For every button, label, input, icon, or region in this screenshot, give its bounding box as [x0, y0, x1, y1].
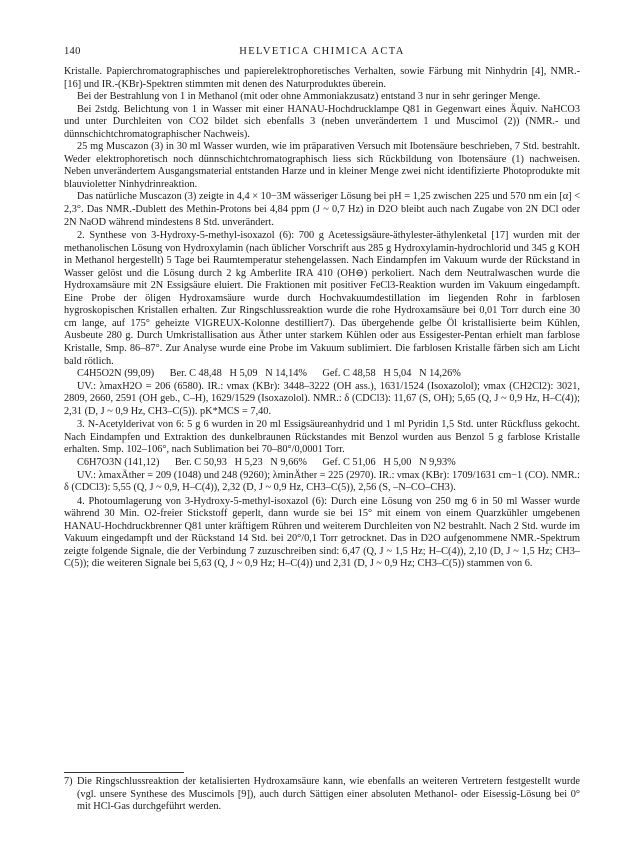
elemental-analysis: C4H5O2N (99,09) Ber. C 48,48 H 5,09 N 14,14% Gef. C 48,58 H 5,04 N 14,26%: [77, 368, 461, 380]
paragraph: Das natürliche Muscazon (3) zeigte in 4,4 × 10−3M wässeriger Lösung bei pH = 1,25 zwischen 225 und 570 nm ein [α] < 2,3°. Das NMR.-Dublett des Methin-Protons bei 4,84 ppm (J ~ 0,7 Hz) in D2O bleibt auch nach Zugabe von 2N DCl oder 2N NaOD während mindestens 8 Std. unverändert.: [64, 191, 580, 228]
footnote: [64, 776, 580, 814]
paragraph: Bei der Bestrahlung von 1 in Methanol (mit oder ohne Ammoniakzusatz) entstand 3 nur in sehr geringer Menge.: [77, 91, 541, 103]
page-header: [64, 46, 580, 60]
footnote-rule: [64, 772, 184, 773]
page-number: 140: [64, 46, 81, 57]
paragraph: Kristalle. Papierchromatographisches und papierelektrophoretisches Verhalten, sowie Färbung mit Ninhydrin [4], NMR.- [16] und IR.-(KBr)-Spektren stimmten mit denen des Naturproduktes überein.: [64, 66, 580, 90]
journal-title: HELVETICA CHIMICA ACTA: [239, 46, 405, 57]
section-acetylderivat: 3. N-Acetylderivat von 6: 5 g 6 wurden in 20 ml Essigsäureanhydrid und 1 ml Pyridin 1,5 Std. unter Rückfluss gekocht. Nach Eindampfen und Extraktion des dunkelbraunen Rückstandes mit Benzol wurden aus Benzol 5 g farblose Kristalle erhalten. Smp. 102–106°, nach Sublimation bei 70–80°/0,0001 Torr.: [64, 419, 580, 456]
section-photoumlagerung: 4. Photoumlagerung von 3-Hydroxy-5-methyl-isoxazol (6): Durch eine Lösung von 250 mg 6 in 50 ml Wasser wurde während 30 Min. O2-freier Stickstoff geperlt, dann wurde sie bei 15° mit einem von einem Quarzkühler umgebenen HANAU-Hochdruckbrenner Q81 unter kräftigem Rühren und weiterem Durchleiten von N2 bestrahlt. Nach 2 Std. wurde im Vakuum eingedampft und der Rückstand 14 Std. bei 20°/0,1 Torr getrocknet. Das in D2O aufgenommene NMR.-Spektrum zeigte folgende Signale, die der Verbindung 7 zuzuschreiben sind: 6,47 (Q, J ~ 1,5 Hz; H–C(4)), 2,10 (D, J ~ 1,5 Hz; CH3–C(5)); die weiteren Signale bei 5,63 (Q, J ~ 0,9 Hz; H–C(4)) und 2,31 (D, J ~ 0,9 Hz; CH3–C(5)) stammen von 6.: [64, 495, 580, 570]
spectral-data: UV.: λmaxH2O = 206 (6580). IR.: νmax (KBr): 3448–3222 (OH ass.), 1631/1524 (Isoxazolol); νmax (CH2Cl2): 3021, 2809, 2660, 2591 (OH geb., C–H), 1629/1529 (Isoxazolol). NMR.: δ (CDCl3): 11,67 (S, OH); 5,65 (Q, J ~ 0,9 Hz, H–C(4)); 2,31 (D, J ~ 0,9 Hz, CH3–C(5)). pK*MCS = 7,40.: [64, 380, 580, 417]
paragraph: Bei 2stdg. Belichtung von 1 in Wasser mit einer HANAU-Hochdrucklampe Q81 in Gegenwart eines Äquiv. NaHCO3 und unter Durchleiten von CO2 bildet sich ebenfalls 3 (neben unverändertem 1 und Muscimol (2)) (NMR.- und dünnschichtchromatographischer Nachweis).: [64, 103, 580, 140]
body-text: [64, 66, 580, 571]
elemental-analysis: C6H7O3N (141,12) Ber. C 50,93 H 5,23 N 9,66% Gef. C 51,06 H 5,00 N 9,93%: [77, 456, 456, 468]
section-synthese-6: 2. Synthese von 3-Hydroxy-5-methyl-isoxazol (6): 700 g Acetessigsäure-äthylester-äthylenketal [17] wurden mit der methanolischen Lösung von Hydroxylamin (nach üblicher Vorschrift aus 285 g Hydroxylamin-hydrochlorid und 345 g KOH in Methanol hergestellt) 5 Tage bei Raumtemperatur stehengelassen. Nach Eindampfen im Vakuum wurde der Rückstand in Wasser gelöst und die Lösung durch 2 kg Amberlite IRA 410 (OH⊖) perkoliert. Nach dem Neutralwaschen wurde die Hydroxamsäure mit 2N Essigsäure eluiert. Die Fraktionen mit positiver FeCl3-Reaktion wurden im Vakuum eingedampft. Eine Probe der öligen Hydroxamsäure wurde durch Hochvakuumdestillation im liegenden Rohr in farblosen hygroskopischen Kristallen erhalten. Zur Ringschlussreaktion wurde die rohe Hydroxamsäure bei 0,01 Torr durch eine 30 cm lange, auf 175° geheizte VIGREUX-Kolonne destilliert7). Das übergehende gelbe Öl kristallisierte beim Kühlen, Ausbeute 280 g. Durch Umkristallisation aus Äther unter starkem Kühlen oder aus Essigester-Pentan erhielt man farblose Kristalle, Smp. 86–87°. Zur Analyse wurde eine Probe im Vakuum sublimiert. Die farblosen Kristalle färben sich am Licht bald rötlich.: [64, 230, 580, 367]
spectral-data: UV.: λmaxÄther = 209 (1048) und 248 (9260); λminÄther = 225 (2970). IR.: νmax (KBr): 1709/1631 cm−1 (CO). NMR.: δ (CDCl3): 5,55 (Q, J ~ 0,9, H–C(4)), 2,32 (D, J ~ 0,9 Hz, CH3–C(5)), 2,56 (S, –N–CO–CH3).: [64, 469, 580, 494]
footnote-marker: 7): [64, 776, 73, 787]
footnote-text: Die Ringschlussreaktion der ketalisierten Hydroxamsäure kann, wie ebenfalls an weiteren Vertretern festgestellt wurde (vgl. unsere Synthese des Muscimols [9]), auch durch Sättigen einer absoluten Methanol- oder Eisessig-Lösung bei 0° mit HCl-Gas durchgeführt werden.: [77, 776, 580, 813]
paragraph: 25 mg Muscazon (3) in 30 ml Wasser wurden, wie im präparativen Versuch mit Ibotensäure beschrieben, 7 Std. bestrahlt. Weder elektrophoretisch noch dünnschichtchromatographisch liess sich Rückbildung von Ibotensäure (1) nachweisen. Neben unverändertem Ausgangsmaterial entstanden Harze und in kleiner Menge zwei nicht identifizierte Photoprodukte mit blauvioletter Ninhydrinreaktion.: [64, 141, 580, 190]
